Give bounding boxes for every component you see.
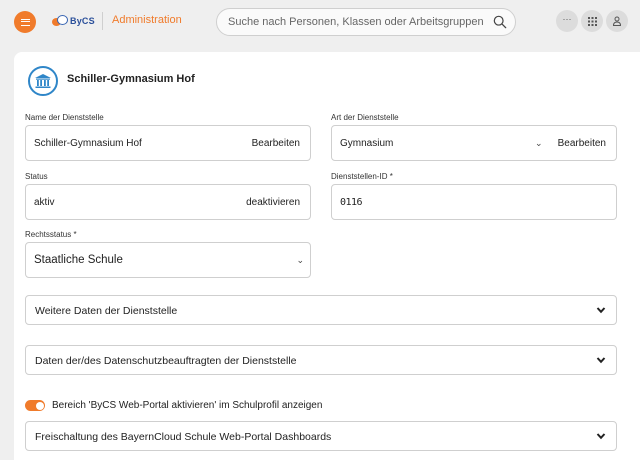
type-value: Gymnasium (340, 138, 394, 149)
menu-button[interactable] (14, 11, 36, 33)
deactivate-button[interactable]: deaktivieren (246, 197, 300, 208)
app-title: Administration (112, 14, 182, 26)
status-value: aktiv (34, 197, 55, 208)
bycs-logo[interactable] (52, 12, 95, 30)
type-label: Art der Dienststelle (331, 113, 399, 122)
hamburger-icon (21, 19, 30, 26)
chevron-down-icon: ⌄ (535, 138, 543, 148)
id-label: Dienststellen-ID * (331, 172, 393, 181)
type-select[interactable] (331, 125, 617, 161)
name-field (25, 125, 311, 161)
status-field (25, 184, 311, 220)
chevron-down-icon (596, 431, 606, 441)
id-value: 0116 (340, 197, 363, 208)
bycs-logo-mark (52, 15, 68, 27)
name-label: Name der Dienststelle (25, 113, 104, 122)
chevron-down-icon (596, 355, 606, 365)
edit-name-button[interactable]: Bearbeiten (251, 138, 300, 149)
school-title: Schiller-Gymnasium Hof (67, 73, 195, 85)
chevron-down-icon: ⌄ (296, 255, 304, 265)
section-title: Freischaltung des BayernCloud Schule Web-Portal Dashboards (35, 431, 332, 443)
user-icon (612, 16, 622, 26)
more-button[interactable] (556, 10, 578, 32)
section-weitere-daten[interactable] (25, 295, 617, 325)
section-title: Weitere Daten der Dienststelle (35, 305, 178, 317)
apps-button[interactable] (581, 10, 603, 32)
search-placeholder: Suche nach Personen, Klassen oder Arbeitsgruppen (228, 16, 484, 28)
search-input[interactable] (216, 8, 516, 36)
school-settings-card (14, 52, 640, 460)
logo-text: ByCS (70, 16, 95, 26)
legal-status-label: Rechtsstatus * (25, 230, 77, 239)
search-icon[interactable] (493, 15, 507, 29)
legal-status-select[interactable] (25, 242, 311, 278)
section-datenschutz[interactable] (25, 345, 617, 375)
chevron-down-icon (596, 305, 606, 315)
toggle-knob (36, 402, 44, 410)
legal-status-value: Staatliche Schule (34, 254, 123, 266)
id-field[interactable] (331, 184, 617, 220)
web-portal-toggle[interactable] (25, 400, 45, 411)
edit-type-button[interactable]: Bearbeiten (557, 138, 606, 149)
web-portal-toggle-label: Bereich 'ByCS Web-Portal aktivieren' im Schulprofil anzeigen (52, 400, 323, 411)
grid-icon (588, 17, 597, 26)
section-freischaltung[interactable] (25, 421, 617, 451)
top-bar (0, 0, 640, 46)
status-label: Status (25, 172, 48, 181)
school-building-icon (28, 66, 58, 96)
more-icon: ··· (562, 14, 572, 24)
header-divider (102, 12, 103, 30)
section-title: Daten der/des Datenschutzbeauftragten der Dienststelle (35, 355, 297, 367)
name-value: Schiller-Gymnasium Hof (34, 138, 142, 149)
profile-button[interactable] (606, 10, 628, 32)
